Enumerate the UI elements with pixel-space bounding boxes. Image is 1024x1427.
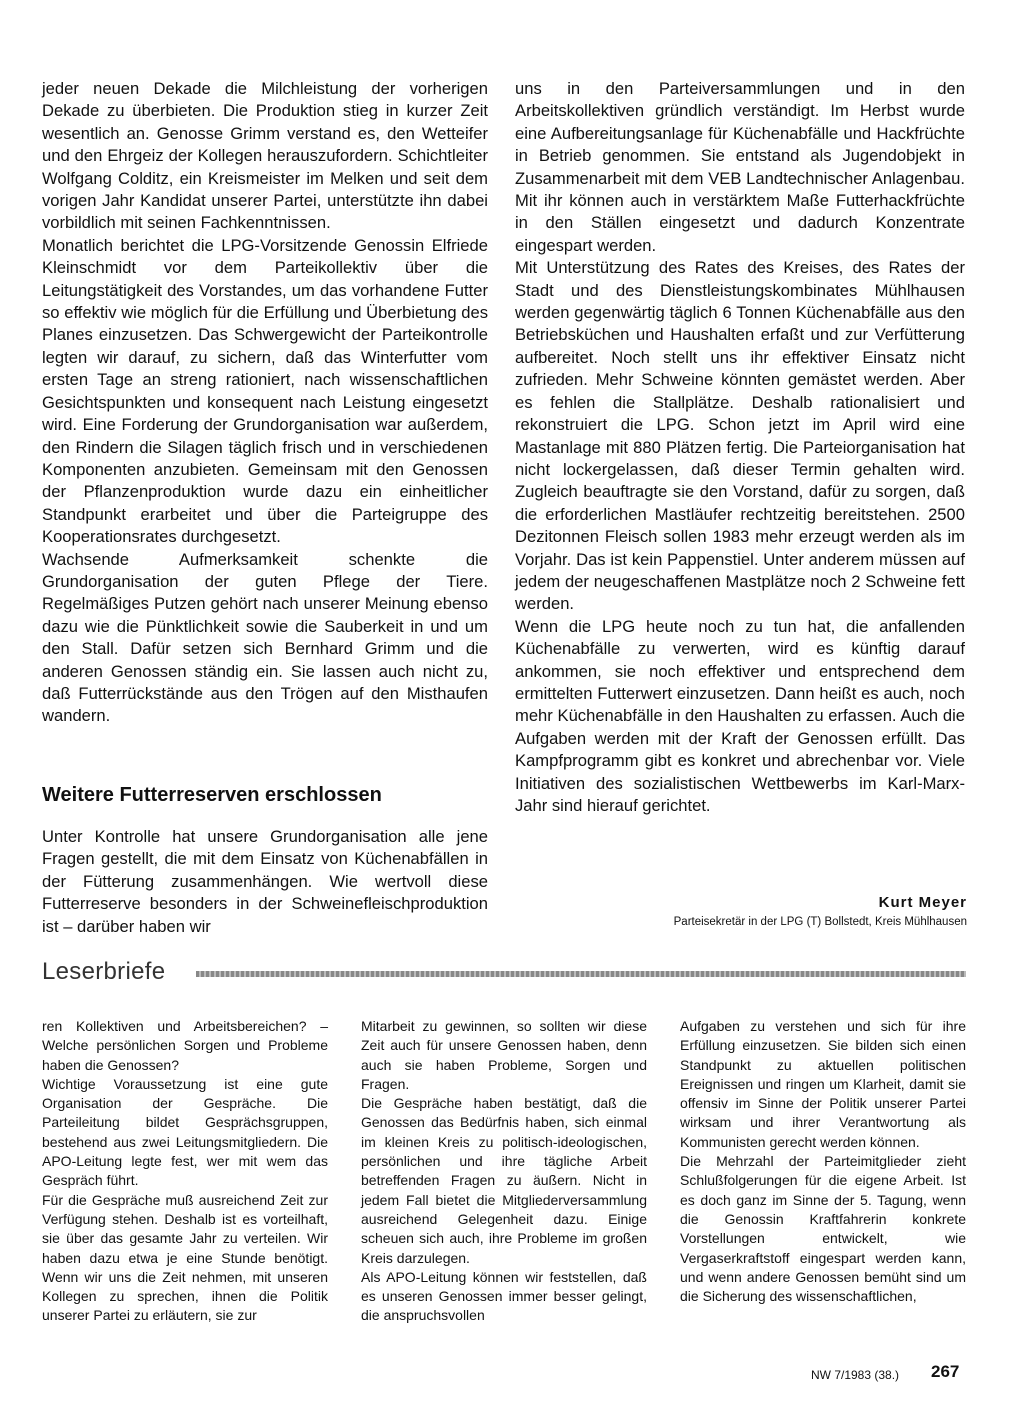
author-name: Kurt Meyer (878, 894, 967, 911)
letters-column-3 (680, 1017, 966, 1306)
letter-paragraph: Als APO-Leitung können wir feststellen, daß es unseren Genossen immer besser gelingt, die anspruchsvollen (361, 1268, 647, 1324)
article-left-column-continued (42, 826, 488, 938)
section-divider (196, 971, 966, 977)
issue-label: NW 7/1983 (38.) (811, 1368, 900, 1382)
letter-paragraph: Mitarbeit zu gewinnen, so sollten wir diese Zeit auch für unsere Genossen haben, denn auch sie haben Probleme, Sorgen und Fragen. (361, 1018, 647, 1092)
letters-column-2 (361, 1017, 647, 1326)
letter-paragraph: ren Kollektiven und Arbeitsbereichen? – Welche persönlichen Sorgen und Probleme haben die Genossen? (42, 1018, 328, 1073)
page-number: 267 (931, 1362, 960, 1381)
article-subheading: Weitere Futterreserven erschlossen (42, 784, 382, 806)
article-left-column (42, 78, 488, 728)
section-title: Leserbriefe (42, 958, 166, 985)
author-role: Parteisekretär in der LPG (T) Bollstedt, Kreis Mühlhausen (673, 916, 967, 928)
letter-paragraph: Die Gespräche haben bestätigt, daß die Genossen das Bedürfnis haben, sich einmal im kleinen Kreis zu politisch-ideologischen, persönlichen und ihre tägliche Arbeit betreffenden Fragen zu äußern. Nicht in jedem Fall bietet die Mitgliederversammlung ausreichend Gelegenheit dazu. Einige scheuen sich auch, ihre Probleme im großen Kreis darzulegen. (361, 1095, 647, 1266)
article-right-column (515, 78, 965, 817)
letter-paragraph: Aufgaben zu verstehen und sich für ihre Erfüllung einzusetzen. Sie bilden sich einen Standpunkt zu aktuellen politischen Ereignissen und ringen um Klarheit, damit sie offensiv im Sinne der Politik unserer Partei wirksam und ihrer Verantwortung als Kommunisten gerecht werden können. (680, 1018, 966, 1150)
article-paragraph: Unter Kontrolle hat unsere Grundorganisation alle jene Fragen gestellt, die mit dem Einsatz von Küchenabfällen in der Fütterung zusammenhängen. Wie wertvoll diese Futterreserve besonders in der Schweinefleischproduktion ist – darüber haben wir (42, 827, 488, 936)
letter-paragraph: Die Mehrzahl der Parteimitglieder zieht Schlußfolgerungen für die eigene Arbeit. Ist es doch ganz im Sinne der 5. Tagung, wenn die Genossin Kraftfahrerin konkrete Vorstellungen entwickelt, wie Vergaserkraftstoff eingespart werden kann, und wenn andere Genossen bemüht sind um die Sicherung des wissenschaftlichen, (680, 1153, 966, 1305)
letters-column-1 (42, 1017, 328, 1326)
article-paragraph: Wachsende Aufmerksamkeit schenkte die Grundorganisation der guten Pflege der Tiere. Regelmäßiges Putzen gehört nach unserer Meinung ebenso dazu wie die Pünktlichkeit sowie die Sauberkeit in und um den Stall. Dafür setzen sich Bernhard Grimm und die anderen Genossen ständig ein. Sie lassen auch nicht zu, daß Futterrückstände aus den Trögen auf den Misthaufen wandern. (42, 549, 488, 726)
letter-paragraph: Wichtige Voraussetzung ist eine gute Organisation der Gespräche. Die Parteileitung bildet Gesprächsgruppen, bestehend aus zwei Leitungsmitgliedern. Die APO-Leitung legte fest, wer mit wem das Gespräch führt. (42, 1075, 328, 1189)
article-paragraph: uns in den Parteiversammlungen und in den Arbeitskollektiven gründlich verständigt. Im Herbst wurde eine Aufbereitungsanlage für Küchenabfälle und Hackfrüchte in Betrieb genommen. Sie entstand als Jugendobjekt in Zusammenarbeit mit dem VEB Landtechnischer Anlagenbau. Mit ihr können auch in verstärktem Maße Futterhackfrüchte in den Ställen eingesetzt und dadurch Konzentrate eingespart werden. (515, 79, 965, 255)
article-paragraph: Wenn die LPG heute noch zu tun hat, die anfallenden Küchenabfälle zu verwerten, wird es künftig darauf ankommen, sie noch effektiver und entsprechend dem ermittelten Futterwert einzusetzen. Dann heißt es auch, noch mehr Küchenabfälle in den Haushalten zu erfassen. Auch die Aufgaben werden mit der Kraft der Genossen erfüllt. Das Kampfprogramm gibt es konkret und abrechenbar vor. Viele Initiativen des sozialistischen Wettbewerbs im Karl-Marx-Jahr sind hierauf gerichtet. (515, 616, 965, 815)
article-paragraph: Mit Unterstützung des Rates des Kreises, des Rates der Stadt und des Dienstleistungskombinates Mühlhausen werden gegenwärtig täglich 6 Tonnen Küchenabfälle aus den Betriebsküchen und Haushalten erfaßt und zur Verfütterung aufbereitet. Noch stellt uns ihr effektiver Einsatz nicht zufrieden. Mehr Schweine könnten gemästet werden. Aber es fehlen die Stallplätze. Deshalb rationalisiert und rekonstruiert die LPG. Schon jetzt im April wird eine Mastanlage mit 880 Plätzen fertig. Die Parteiorganisation hat nicht lockergelassen, daß dieser Termin gehalten wird. Zugleich beauftragte sie den Vorstand, dafür zu sorgen, daß die erforderlichen Mastläufer rechtzeitig bereitstehen. 2500 Dezitonnen Fleisch sollen 1983 mehr erzeugt werden als im Vorjahr. Das ist kein Pappenstiel. Unter anderem müssen auf jedem der neugeschaffenen Mastplätze noch 2 Schweine fett werden. (515, 258, 965, 614)
article-paragraph: Monatlich berichtet die LPG-Vorsitzende Genossin Elfriede Kleinschmidt vor dem Parteikollektiv über die Leitungstätigkeit des Vorstandes, um das vorhandene Futter so effektiv wie möglich für die Erfüllung und Überbietung des Planes einzusetzen. Das Schwergewicht der Parteikontrolle legten wir darauf, zu sichern, daß das Winterfutter vom ersten Tage an streng rationiert, nach wissenschaftlichen Gesichtspunkten und konsequent nach Leistung eingesetzt wird. Eine Forderung der Grundorganisation war außerdem, den Rindern die Silagen täglich frisch und in verschiedenen Komponenten anzubieten. Gemeinsam mit den Genossen der Pflanzenproduktion wurde dazu ein einheitlicher Standpunkt erarbeitet und über die Parteigruppe des Kooperationsrates durchgesetzt. (42, 235, 488, 547)
letter-paragraph: Für die Gespräche muß ausreichend Zeit zur Verfügung stehen. Deshalb ist es vorteilhaft, sie über das gesamte Jahr zu verteilen. Wir haben dazu etwa je eine Stunde benötigt. Wenn wir uns die Zeit nehmen, mit unseren Kollegen zu sprechen, ihnen die Politik unserer Partei zu erläutern, sie zur (42, 1191, 328, 1324)
article-paragraph: jeder neuen Dekade die Milchleistung der vorherigen Dekade zu überbieten. Die Produktion stieg in kurzer Zeit wesentlich an. Genosse Grimm verstand es, den Wetteifer und den Ehrgeiz der Kollegen herauszufordern. Schichtleiter Wolfgang Colditz, ein Kreismeister im Melken und seit dem vorigen Jahr Kandidat unserer Partei, unterstützte ihn dabei vorbildlich mit seinen Fachkenntnissen. (42, 79, 488, 233)
